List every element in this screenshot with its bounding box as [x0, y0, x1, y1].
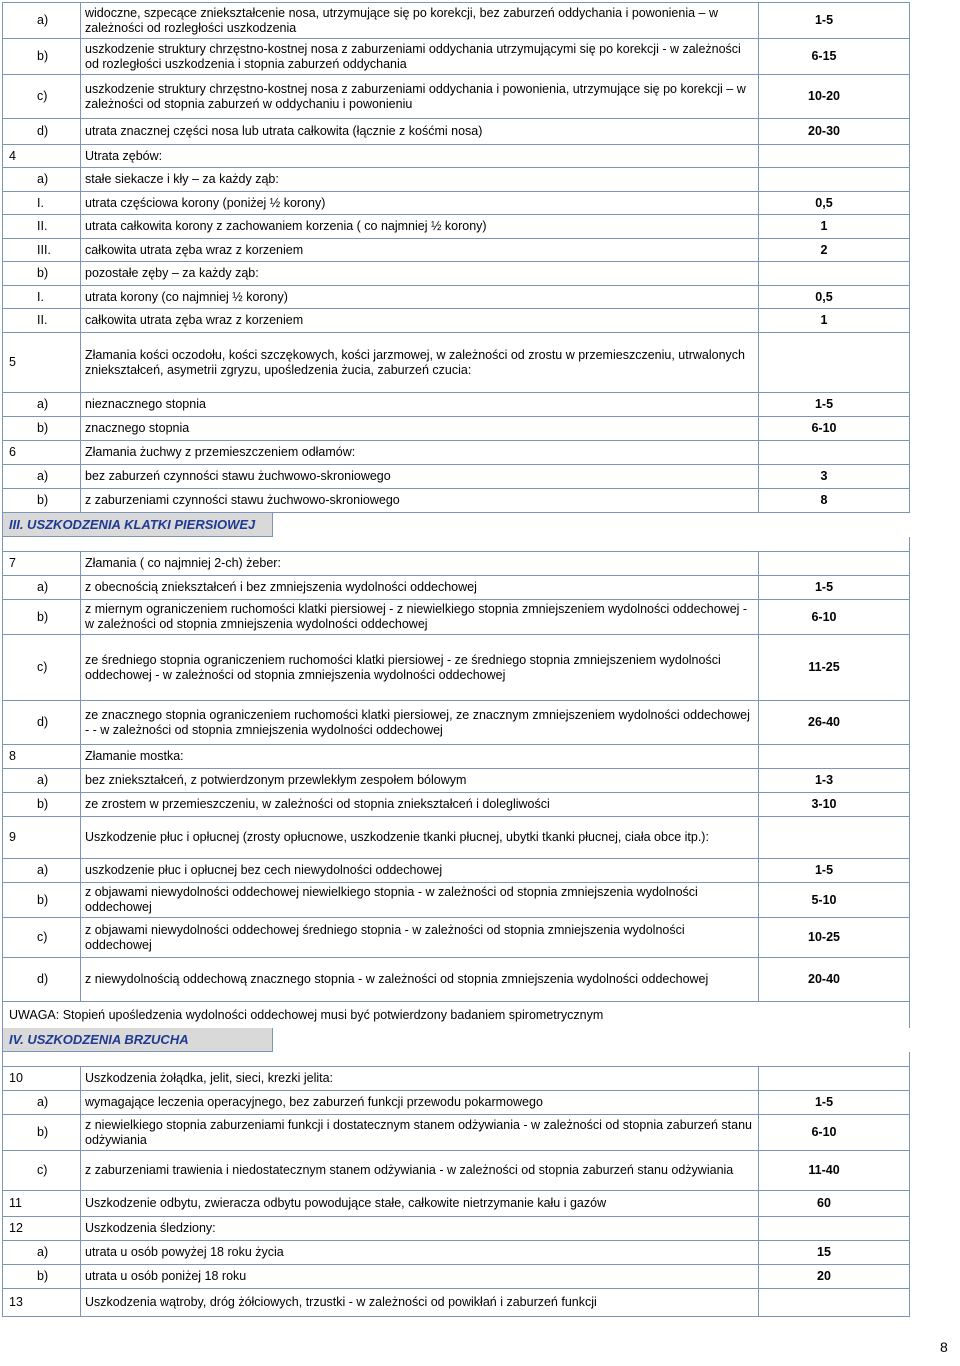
row-value-cell	[759, 145, 910, 168]
row-value: 3-10	[811, 797, 837, 811]
row-label: b)	[3, 1265, 81, 1289]
row-description: z zaburzeniami trawienia i niedostatecznym stanem odżywiania - w zależności od stopnia zaburzeń stanu odżywiania	[81, 1151, 759, 1191]
row-description: Utrata zębów:	[81, 145, 759, 168]
row-value: 10-20	[808, 89, 840, 103]
row-value-cell	[759, 39, 910, 75]
row-value-cell	[759, 918, 910, 958]
table-row	[3, 958, 910, 1002]
row-description: Uszkodzenie odbytu, zwieracza odbytu powodujące stałe, całkowite nietrzymanie kału i gazów	[81, 1191, 759, 1217]
document-page	[2, 2, 910, 1317]
row-value-cell	[759, 1241, 910, 1265]
table-row	[3, 333, 910, 393]
row-label: b)	[3, 417, 81, 441]
row-value-cell	[759, 1289, 910, 1317]
row-value-cell	[759, 576, 910, 600]
row-description: Uszkodzenie płuc i opłucnej (zrosty opłucnowe, uszkodzenie tkanki płucnej, ubytki tkanki płucnej, ciała obce itp.):	[81, 817, 759, 859]
row-value: 20-30	[808, 124, 840, 138]
row-description: z obecnością zniekształceń i bez zmniejszenia wydolności oddechowej	[81, 576, 759, 600]
table-row	[3, 701, 910, 745]
row-description: bez zaburzeń czynności stawu żuchwowo-skroniowego	[81, 465, 759, 489]
row-value-cell	[759, 552, 910, 576]
row-value-cell	[759, 119, 910, 145]
table-row	[3, 489, 910, 513]
row-label: a)	[3, 465, 81, 489]
row-value-cell	[759, 1217, 910, 1241]
row-description: z objawami niewydolności oddechowej niewielkiego stopnia - w zależności od stopnia zmniejszenia wydolności oddechowej	[81, 883, 759, 918]
row-value-cell	[759, 1191, 910, 1217]
table-row	[3, 119, 910, 145]
row-label: 5	[3, 333, 81, 393]
table-row	[3, 1289, 910, 1317]
row-value: 26-40	[808, 715, 840, 729]
row-label: a)	[3, 769, 81, 793]
row-label: III.	[3, 239, 81, 262]
row-label: a)	[3, 1241, 81, 1265]
table-row	[3, 635, 910, 701]
row-value-cell	[759, 1067, 910, 1091]
table-row	[3, 1067, 910, 1091]
row-value: 5-10	[811, 892, 837, 907]
table-row	[3, 441, 910, 465]
table-row	[3, 39, 910, 75]
row-label: 12	[3, 1217, 81, 1241]
section-heading-3: III. USZKODZENIA KLATKI PIERSIOWEJ	[2, 513, 273, 537]
row-value: 20-40	[808, 972, 840, 986]
row-description: z niewydolnością oddechową znacznego stopnia - w zależności od stopnia zmniejszenia wydolności oddechowej	[81, 958, 759, 1002]
row-value: 8	[820, 493, 828, 507]
row-value: 15	[817, 1245, 831, 1259]
table-row	[3, 552, 910, 576]
row-label: b)	[3, 489, 81, 513]
row-description: Złamania kości oczodołu, kości szczękowych, kości jarzmowej, w zależności od zrostu w przemieszczeniu, utrwalonych zniekształceń, asymetrii zgryzu, upośledzenia żucia, zaburzeń czucia:	[81, 333, 759, 393]
row-value-cell	[759, 168, 910, 192]
row-value-cell	[759, 1151, 910, 1191]
row-value: 1	[820, 219, 828, 233]
row-description: nieznacznego stopnia	[81, 393, 759, 417]
row-description: Uszkodzenia wątroby, dróg żółciowych, trzustki - w zależności od powikłań i zaburzeń funkcji	[81, 1289, 759, 1317]
table-part-2	[2, 551, 910, 1002]
row-description: stałe siekacze i kły – za każdy ząb:	[81, 168, 759, 192]
table-row	[3, 309, 910, 333]
row-label: a)	[3, 576, 81, 600]
row-description: ze zrostem w przemieszczeniu, w zależności od stopnia zniekształceń i dolegliwości	[81, 793, 759, 817]
row-value-cell	[759, 333, 910, 393]
row-value: 11-25	[808, 660, 840, 674]
row-label: c)	[3, 75, 81, 119]
table-row	[3, 286, 910, 309]
table-row	[3, 918, 910, 958]
row-value: 1	[820, 313, 828, 327]
row-label: I.	[3, 286, 81, 309]
row-label: c)	[3, 1151, 81, 1191]
spacer	[2, 1052, 910, 1066]
row-description: z miernym ograniczeniem ruchomości klatki piersiowej - z niewielkiego stopnia zmniejszeniem wydolności oddechowej - w zależności od stopnia zmniejszenia wydolności oddechowej	[81, 600, 759, 635]
row-label: 11	[3, 1191, 81, 1217]
row-value: 1-5	[814, 397, 834, 411]
row-value-cell	[759, 262, 910, 286]
row-value-cell	[759, 393, 910, 417]
table-row	[3, 1265, 910, 1289]
row-label: a)	[3, 1091, 81, 1115]
row-label: a)	[3, 859, 81, 883]
row-value: 10-25	[808, 930, 840, 944]
spacer	[2, 537, 910, 551]
row-description: ze znacznego stopnia ograniczeniem ruchomości klatki piersiowej, ze znacznym zmniejszeniem wydolności oddechowej - - w zależności od stopnia zmniejszenia wydolności oddechowej	[81, 701, 759, 745]
row-value: 0,5	[815, 289, 833, 304]
row-label: b)	[3, 1115, 81, 1151]
row-label: c)	[3, 635, 81, 701]
row-description: utrata u osób poniżej 18 roku	[81, 1265, 759, 1289]
row-description: pozostałe zęby – za każdy ząb:	[81, 262, 759, 286]
row-value-cell	[759, 793, 910, 817]
row-value-cell	[759, 600, 910, 635]
row-label: 6	[3, 441, 81, 465]
row-description: całkowita utrata zęba wraz z korzeniem	[81, 239, 759, 262]
row-label: 13	[3, 1289, 81, 1317]
row-value-cell	[759, 635, 910, 701]
row-description: utrata znacznej części nosa lub utrata całkowita (łącznie z kośćmi nosa)	[81, 119, 759, 145]
row-value-cell	[759, 286, 910, 309]
row-value-cell	[759, 192, 910, 215]
note-text: UWAGA: Stopień upośledzenia wydolności oddechowej musi być potwierdzony badaniem spirometrycznym	[2, 1002, 910, 1028]
table-row	[3, 793, 910, 817]
row-value: 2	[820, 242, 828, 257]
row-description: utrata częściowa korony (poniżej ½ korony)	[81, 192, 759, 215]
row-label: 10	[3, 1067, 81, 1091]
row-description: utrata całkowita korony z zachowaniem korzenia ( co najmniej ½ korony)	[81, 215, 759, 239]
row-label: II.	[3, 215, 81, 239]
table-row	[3, 1151, 910, 1191]
row-description: całkowita utrata zęba wraz z korzeniem	[81, 309, 759, 333]
row-label: c)	[3, 918, 81, 958]
table-row	[3, 745, 910, 769]
table-row	[3, 1241, 910, 1265]
row-value: 1-5	[814, 580, 834, 594]
table-row	[3, 1091, 910, 1115]
row-description: znacznego stopnia	[81, 417, 759, 441]
table-row	[3, 3, 910, 39]
row-description: Uszkodzenia śledziony:	[81, 1217, 759, 1241]
row-label: b)	[3, 600, 81, 635]
row-description: Złamania żuchwy z przemieszczeniem odłamów:	[81, 441, 759, 465]
row-value-cell	[759, 215, 910, 239]
row-value: 1-3	[814, 773, 834, 787]
row-value-cell	[759, 883, 910, 918]
row-label: d)	[3, 701, 81, 745]
table-row	[3, 75, 910, 119]
row-label: d)	[3, 119, 81, 145]
table-row	[3, 883, 910, 918]
row-value-cell	[759, 817, 910, 859]
row-value-cell	[759, 1091, 910, 1115]
table-row	[3, 600, 910, 635]
row-value-cell	[759, 309, 910, 333]
table-part-1	[2, 2, 910, 513]
table-row	[3, 215, 910, 239]
row-value-cell	[759, 465, 910, 489]
row-description: z objawami niewydolności oddechowej średniego stopnia - w zależności od stopnia zmniejszenia wydolności oddechowej	[81, 918, 759, 958]
row-description: Uszkodzenia żołądka, jelit, sieci, krezki jelita:	[81, 1067, 759, 1091]
row-value: 1-5	[814, 863, 834, 877]
table-row	[3, 262, 910, 286]
table-row	[3, 192, 910, 215]
row-description: uszkodzenie struktury chrzęstno-kostnej nosa z zaburzeniami oddychania i powonienia, utrzymujące się po korekcji – w zależności od stopnia zaburzeń w oddychaniu i powonieniu	[81, 75, 759, 119]
row-label: II.	[3, 309, 81, 333]
row-value-cell	[759, 3, 910, 39]
row-label: 8	[3, 745, 81, 769]
row-label: b)	[3, 262, 81, 286]
row-value: 20	[817, 1269, 831, 1283]
row-label: b)	[3, 39, 81, 75]
table-row	[3, 1217, 910, 1241]
table-row	[3, 859, 910, 883]
row-value: 6-15	[811, 49, 837, 63]
row-value-cell	[759, 769, 910, 793]
row-label: b)	[3, 793, 81, 817]
table-row	[3, 239, 910, 262]
row-description: ze średniego stopnia ograniczeniem ruchomości klatki piersiowej - ze średniego stopnia zmniejszeniem wydolności oddechowej - w zależności od stopnia zmniejszenia wydolności oddechowej	[81, 635, 759, 701]
table-row	[3, 393, 910, 417]
table-part-3	[2, 1066, 910, 1317]
row-value-cell	[759, 417, 910, 441]
table-row	[3, 769, 910, 793]
section-heading-4: IV. USZKODZENIA BRZUCHA	[2, 1028, 273, 1052]
row-description: z niewielkiego stopnia zaburzeniami funkcji i dostatecznym stanem odżywiania - w zależności od stopnia zaburzeń stanu odżywiania	[81, 1115, 759, 1151]
table-row	[3, 1191, 910, 1217]
row-value: 1-5	[814, 13, 834, 27]
table-row	[3, 145, 910, 168]
table-row	[3, 168, 910, 192]
row-label: a)	[3, 393, 81, 417]
row-description: utrata korony (co najmniej ½ korony)	[81, 286, 759, 309]
row-description: wymagające leczenia operacyjnego, bez zaburzeń funkcji przewodu pokarmowego	[81, 1091, 759, 1115]
row-value: 6-10	[811, 609, 837, 624]
row-value-cell	[759, 239, 910, 262]
row-description: widoczne, szpecące zniekształcenie nosa, utrzymujące się po korekcji, bez zaburzeń oddychania i powonienia – w zależności od rozległości uszkodzenia	[81, 3, 759, 39]
row-label: 4	[3, 145, 81, 168]
row-label: 9	[3, 817, 81, 859]
row-description: utrata u osób powyżej 18 roku życia	[81, 1241, 759, 1265]
table-row	[3, 1115, 910, 1151]
table-row	[3, 576, 910, 600]
row-value-cell	[759, 489, 910, 513]
row-label: I.	[3, 192, 81, 215]
row-value-cell	[759, 859, 910, 883]
row-description: uszkodzenie struktury chrzęstno-kostnej nosa z zaburzeniami oddychania utrzymującymi się po korekcji - w zależności od rozległości uszkodzenia i stopnia zaburzeń oddychania	[81, 39, 759, 75]
row-description: Złamanie mostka:	[81, 745, 759, 769]
row-value-cell	[759, 441, 910, 465]
row-value: 11-40	[808, 1163, 840, 1177]
row-value-cell	[759, 701, 910, 745]
row-description: uszkodzenie płuc i opłucnej bez cech niewydolności oddechowej	[81, 859, 759, 883]
table-row	[3, 817, 910, 859]
table-row	[3, 465, 910, 489]
page-number: 8	[940, 1339, 948, 1355]
row-label: a)	[3, 3, 81, 39]
row-value-cell	[759, 745, 910, 769]
row-description: Złamania ( co najmniej 2-ch) żeber:	[81, 552, 759, 576]
row-label: d)	[3, 958, 81, 1002]
row-label: a)	[3, 168, 81, 192]
row-label: b)	[3, 883, 81, 918]
row-value-cell	[759, 1265, 910, 1289]
row-value: 1-5	[814, 1095, 834, 1109]
row-value-cell	[759, 958, 910, 1002]
row-value-cell	[759, 75, 910, 119]
row-value: 0,5	[815, 195, 833, 210]
row-value: 6-10	[811, 421, 837, 435]
table-row	[3, 417, 910, 441]
row-value-cell	[759, 1115, 910, 1151]
row-value: 60	[817, 1196, 831, 1210]
row-description: bez zniekształceń, z potwierdzonym przewlekłym zespołem bólowym	[81, 769, 759, 793]
row-value: 6-10	[811, 1125, 837, 1139]
row-value: 3	[820, 469, 828, 483]
row-description: z zaburzeniami czynności stawu żuchwowo-skroniowego	[81, 489, 759, 513]
row-label: 7	[3, 552, 81, 576]
